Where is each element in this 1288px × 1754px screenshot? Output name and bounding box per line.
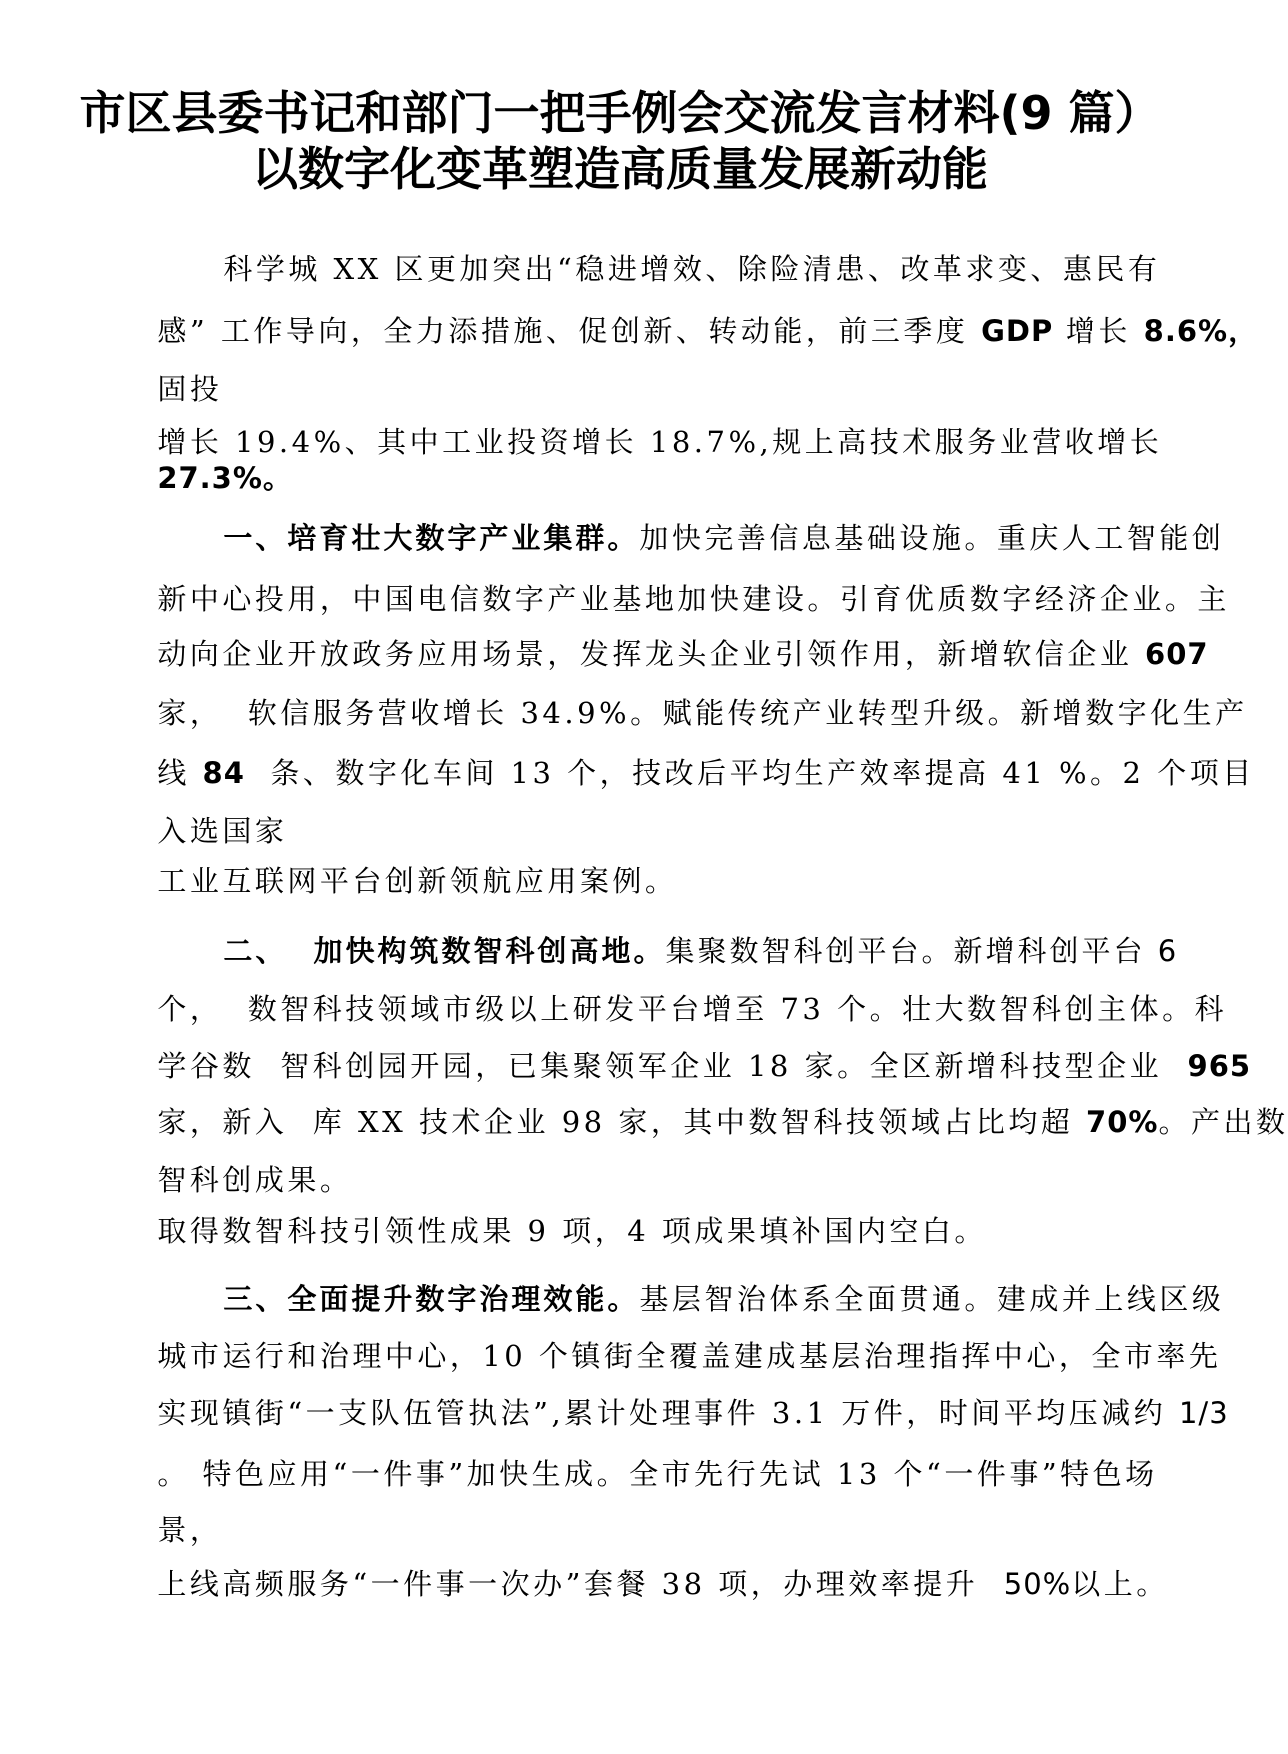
text-run: 家， 软信服务营收增长 34.9%。赋能传统产业转型升级。新增数字化生产 xyxy=(157,696,1248,730)
text-run: 科学城 XX 区更加突出“稳进增效、除险清患、改革求变、惠民有 xyxy=(223,252,1161,286)
bold-figure: 8.6%， xyxy=(1143,314,1259,348)
text-run: 景， xyxy=(157,1513,223,1547)
text-run: 取得数智科技引领性成果 9 项，4 项成果填补国内空白。 xyxy=(157,1214,987,1248)
text-line xyxy=(81,1414,1158,1534)
text-run: 。产出数 xyxy=(1158,1105,1288,1139)
text-run: 个， 数智科技领域市级以上研发平台增至 73 个。壮大数智科创主体。科 xyxy=(157,992,1228,1026)
text-run: 条、数字化车间 13 个，技改后平均生产效率提高 41 %。2 个项目 xyxy=(244,756,1255,790)
text-run: 集聚数智科创平台。新增科创平台 6 xyxy=(665,934,1180,968)
text-run: 。 特色应用“一件事”加快生成。全市先行先试 13 个“一件事”特色场 xyxy=(157,1457,1158,1491)
text-run: 增长 xyxy=(1053,314,1144,348)
text-run: 实现镇街“一支队伍管执法”,累计处理事件 3.1 万件，时间平均压减约 xyxy=(157,1396,1179,1430)
text-run: 加快完善信息基础设施。重庆人工智能创 xyxy=(639,521,1225,555)
text-run: 固投 xyxy=(157,372,223,406)
text-run: 增长 19.4%、其中工业投资增长 18.7%,规上高技术服务业营收增长 xyxy=(157,425,1163,459)
text-run: 智科创成果。 xyxy=(157,1163,353,1197)
text-run: 入选国家 xyxy=(157,814,288,848)
bold-figure: 27.3%。 xyxy=(157,461,293,495)
text-run: 学谷数 智科创园开园，已集聚领军企业 18 家。全区新增科技型企业 xyxy=(157,1049,1188,1083)
figure: 50% xyxy=(1003,1567,1072,1601)
section-heading: 三、全面提升数字治理效能。 xyxy=(223,1282,640,1316)
text-run: 基层智治体系全面贯通。建成并上线区级 xyxy=(639,1282,1225,1316)
bold-figure: 70% xyxy=(1086,1105,1159,1139)
bold-figure: GDP xyxy=(981,314,1054,348)
section-heading: 二、 加快构筑数智科创高地。 xyxy=(223,934,666,968)
bold-figure: 965 xyxy=(1187,1049,1252,1083)
text-run: 家，新入 库 XX 技术企业 98 家，其中数智科技领域占比均超 xyxy=(157,1105,1087,1139)
text-run: 新中心投用，中国电信数字产业基地加快建设。引育优质数字经济企业。主 xyxy=(157,582,1230,616)
text-run: 上线高频服务“一件事一次办”套餐 38 项，办理效率提升 xyxy=(157,1567,1004,1601)
document-title: 市区县委书记和部门一把手例会交流发言材料(9 篇） xyxy=(79,86,1161,140)
document-subtitle: 以数字化变革塑造高质量发展新动能 xyxy=(252,142,988,196)
text-run: 线 xyxy=(157,756,203,790)
text-run: 感” 工作导向，全力添措施、促创新、转动能，前三季度 xyxy=(157,314,982,348)
bold-figure: 84 xyxy=(202,756,245,790)
figure: 1/3 xyxy=(1178,1396,1229,1430)
text-line xyxy=(81,1524,1169,1644)
section-heading: 一、培育壮大数字产业集群。 xyxy=(223,521,640,555)
text-run: 动向企业开放政务应用场景，发挥龙头企业引领作用，新增软信企业 xyxy=(157,637,1146,671)
bold-figure: 607 xyxy=(1145,637,1209,671)
text-run: 城市运行和治理中心，10 个镇街全覆盖建成基层治理指挥中心，全市率先 xyxy=(157,1339,1222,1373)
text-run: 以上。 xyxy=(1071,1567,1169,1601)
text-run: 工业互联网平台创新领航应用案例。 xyxy=(157,864,678,898)
